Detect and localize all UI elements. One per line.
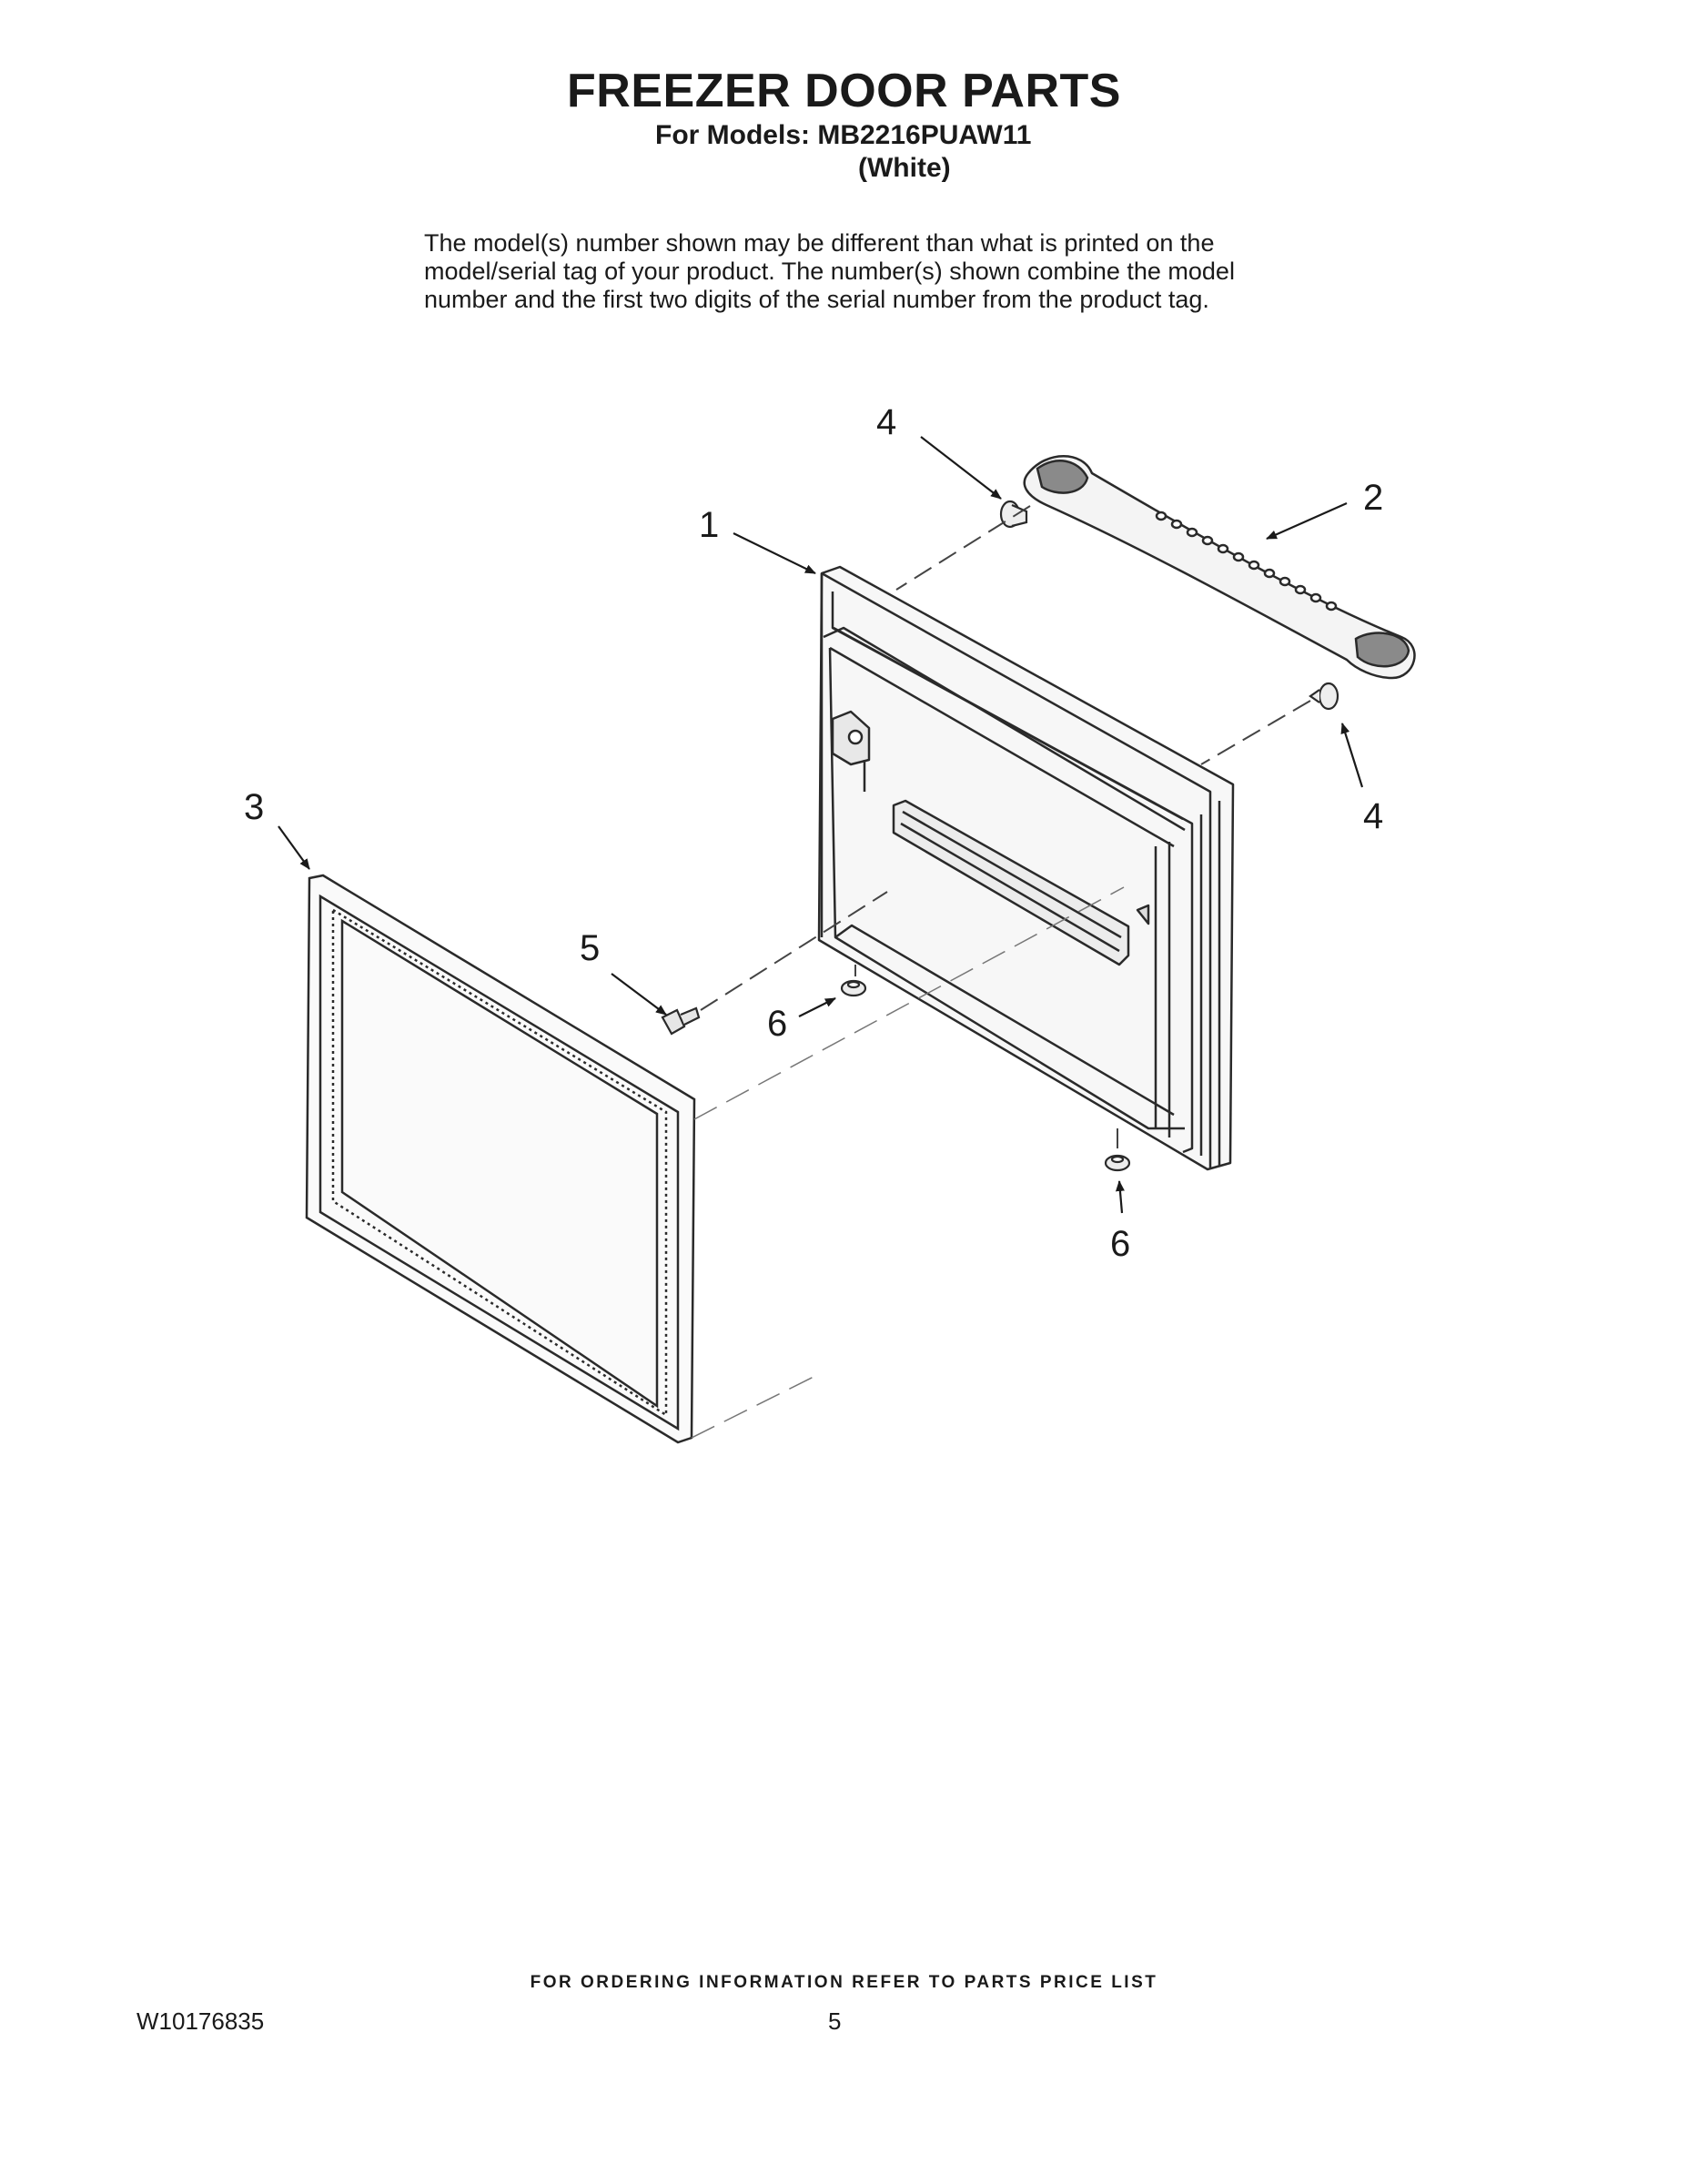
callout-number: 6 bbox=[1110, 1224, 1131, 1264]
screw-part bbox=[662, 1008, 699, 1034]
page-number: 5 bbox=[828, 2007, 842, 2035]
door-gasket-part bbox=[307, 875, 694, 1442]
ordering-note: FOR ORDERING INFORMATION REFER TO PARTS PRICE LIST bbox=[530, 1973, 1158, 1992]
model-number: For Models: MB2216PUAW11 bbox=[655, 120, 1032, 150]
model-color: (White) bbox=[858, 153, 951, 183]
callout-number: 2 bbox=[1363, 478, 1384, 518]
disclaimer-line: The model(s) number shown may be different than what is printed on the bbox=[424, 229, 1215, 257]
page-title: FREEZER DOOR PARTS bbox=[567, 65, 1121, 117]
callout-number: 6 bbox=[767, 1004, 788, 1044]
disclaimer-line: model/serial tag of your product. The number(s) shown combine the model bbox=[424, 258, 1235, 285]
callout-number: 3 bbox=[244, 787, 265, 827]
callout-number: 4 bbox=[1363, 796, 1384, 836]
callout-number: 5 bbox=[580, 928, 601, 968]
callout-number: 4 bbox=[876, 402, 897, 442]
disclaimer-line: number and the first two digits of the serial number from the product tag. bbox=[424, 286, 1209, 313]
document-number: W10176835 bbox=[136, 2007, 265, 2035]
freezer-door-part bbox=[819, 567, 1233, 1169]
callout-number: 1 bbox=[699, 505, 720, 545]
door-handle-part bbox=[1025, 456, 1415, 678]
